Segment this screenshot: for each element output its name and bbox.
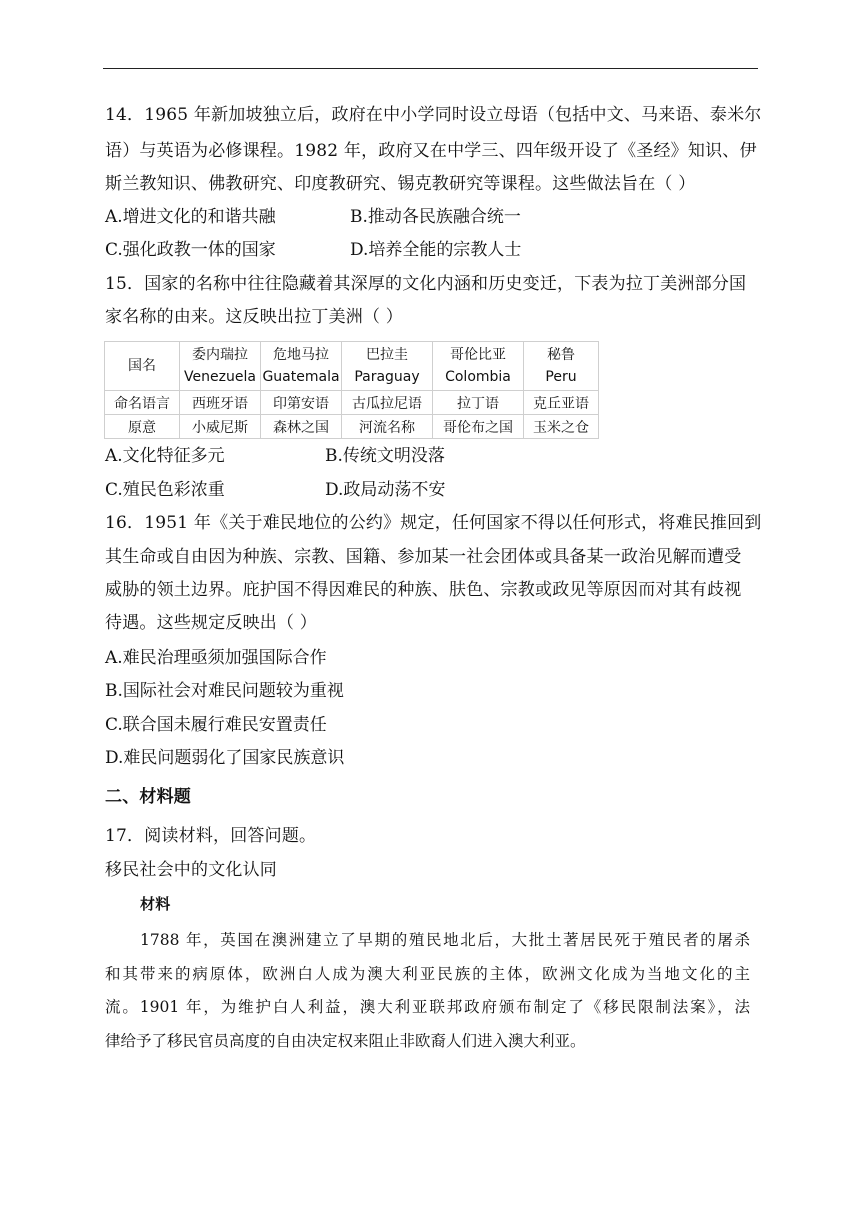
table-row: [105, 415, 599, 439]
country-name-table: [104, 341, 599, 439]
material-line-1: 1788 年，英国在澳洲建立了早期的殖民地北后，大批土著居民死于殖民者的屠杀: [140, 931, 750, 949]
q16-line-2: 其生命或自由因为种族、宗教、国籍、参加某一社会团体或具备某一政治见解而遭受: [105, 547, 742, 567]
q15-option-c: C.殖民色彩浓重: [105, 480, 225, 500]
q14-line-2: 语）与英语为必修课程。1982 年，政府又在中学三、四年级开设了《圣经》知识、伊: [105, 141, 757, 161]
q15-option-d: D.政局动荡不安: [325, 480, 446, 500]
material-line-2: 和其带来的病原体，欧洲白人成为澳大利亚民族的主体，欧洲文化成为当地文化的主: [105, 965, 750, 983]
table-header-country: 国名: [105, 342, 180, 391]
table-cell: 玉米之仓: [524, 415, 599, 439]
table-cell: 印第安语: [261, 391, 342, 415]
table-cell: 西班牙语: [180, 391, 261, 415]
q15-option-a: A.文化特征多元: [105, 446, 225, 466]
q16-option-a: A.难民治理亟须加强国际合作: [105, 648, 327, 668]
table-row: [105, 342, 599, 391]
q17-topic: 移民社会中的文化认同: [105, 860, 277, 880]
q16-line-4: 待遇。这些规定反映出（ ）: [105, 613, 318, 633]
table-cell-country: 巴拉圭 Paraguay: [342, 342, 433, 391]
q15-line-2: 家名称的由来。这反映出拉丁美洲（ ）: [105, 307, 404, 327]
table-cell-country: 危地马拉 Guatemala: [261, 342, 342, 391]
q14-option-a: A.增进文化的和谐共融: [105, 207, 276, 227]
q15-line-1: 15．国家的名称中往往隐藏着其深厚的文化内涵和历史变迁，下表为拉丁美洲部分国: [105, 274, 747, 294]
table-cell-country: 哥伦比亚 Colombia: [433, 342, 524, 391]
table-cell: 克丘亚语: [524, 391, 599, 415]
q14-option-b: B.推动各民族融合统一: [350, 207, 521, 227]
table-cell: 小威尼斯: [180, 415, 261, 439]
table-cell: 森林之国: [261, 415, 342, 439]
q16-option-c: C.联合国未履行难民安置责任: [105, 715, 327, 735]
table-row-label: 原意: [105, 415, 180, 439]
table-cell: 古瓜拉尼语: [342, 391, 433, 415]
q16-option-d: D.难民问题弱化了国家民族意识: [105, 748, 345, 768]
q16-line-1: 16．1951 年《关于难民地位的公约》规定，任何国家不得以任何形式，将难民推回到: [105, 513, 762, 533]
table-row-label: 命名语言: [105, 391, 180, 415]
q17-prompt: 17．阅读材料，回答问题。: [105, 826, 317, 846]
q14-line-1: 14．1965 年新加坡独立后，政府在中小学同时设立母语（包括中文、马来语、泰米尔: [105, 105, 762, 125]
q16-line-3: 威胁的领土边界。庇护国不得因难民的种族、肤色、宗教或政见等原因而对其有歧视: [105, 580, 742, 600]
header-rule: [103, 68, 758, 69]
table-cell: 河流名称: [342, 415, 433, 439]
q14-line-3: 斯兰教知识、佛教研究、印度教研究、锡克教研究等课程。这些做法旨在（ ）: [105, 174, 696, 194]
q14-option-c: C.强化政教一体的国家: [105, 240, 276, 260]
material-line-3: 流。1901 年，为维护白人利益，澳大利亚联邦政府颁布制定了《移民限制法案》，法: [105, 998, 750, 1016]
material-line-4: 律给予了移民官员高度的自由决定权来阻止非欧裔人们进入澳大利亚。: [105, 1032, 586, 1050]
table-cell: 哥伦布之国: [433, 415, 524, 439]
section-heading: 二、材料题: [105, 787, 191, 807]
table-cell-country: 委内瑞拉 Venezuela: [180, 342, 261, 391]
q15-option-b: B.传统文明没落: [325, 446, 445, 466]
q16-option-b: B.国际社会对难民问题较为重视: [105, 681, 344, 701]
table-row: [105, 391, 599, 415]
q14-option-d: D.培养全能的宗教人士: [350, 240, 522, 260]
table-cell-country: 秘鲁 Peru: [524, 342, 599, 391]
table-cell: 拉丁语: [433, 391, 524, 415]
material-label: 材料: [140, 895, 171, 913]
